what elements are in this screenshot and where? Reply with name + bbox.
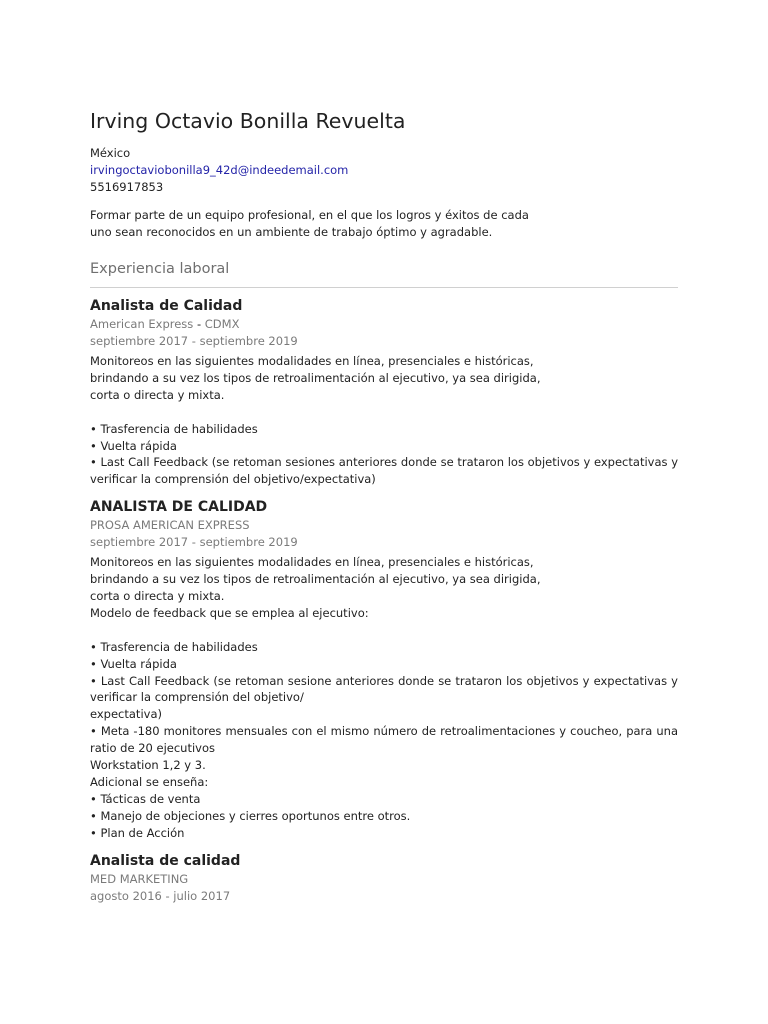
description-line: • Last Call Feedback (se retoman sesiones anteriores donde se trataron los objetivos y expectativas y verificar la comprensión del objetivo/expectativa): [90, 455, 678, 487]
company-separator: -: [193, 317, 205, 331]
description-line: [90, 404, 678, 421]
description-line: • Tácticas de venta: [90, 791, 201, 806]
description-line: Monitoreos en las siguientes modalidades en línea, presenciales e históricas,: [90, 354, 534, 368]
description-line: corta o directa y mixta.: [90, 589, 225, 604]
objective-line: uno sean reconocidos en un ambiente de trabajo óptimo y agradable.: [90, 225, 493, 239]
experience-section-title: Experiencia laboral: [90, 258, 678, 288]
company-name: PROSA AMERICAN EXPRESS: [90, 518, 250, 533]
candidate-name: Irving Octavio Bonilla Revuelta: [90, 109, 406, 133]
description-line: expectativa): [90, 707, 162, 722]
job-dates: septiembre 2017 - septiembre 2019: [90, 535, 298, 550]
job-entry: [90, 851, 678, 905]
job-dates: agosto 2016 - julio 2017: [90, 888, 231, 903]
job-entry: [90, 497, 678, 841]
job-title: Analista de calidad: [90, 852, 241, 869]
company-name: MED MARKETING: [90, 871, 189, 886]
description-line: Modelo de feedback que se emplea al ejecutivo:: [90, 605, 369, 620]
job-company: [90, 316, 678, 332]
objective-line: Formar parte de un equipo profesional, en el que los logros y éxitos de cada: [90, 208, 529, 222]
job-title: ANALISTA DE CALIDAD: [90, 499, 268, 516]
description-line: • Trasferencia de habilidades: [90, 639, 258, 654]
contact-info: [90, 145, 678, 196]
description-line: • Vuelta rápida: [90, 438, 177, 453]
job-entry: [90, 296, 678, 488]
description-line: Monitoreos en las siguientes modalidades en línea, presenciales e históricas,: [90, 555, 534, 570]
resume-content: [90, 106, 678, 905]
job-title: Analista de Calidad: [90, 298, 243, 314]
job-dates: septiembre 2017 - septiembre 2019: [90, 334, 298, 348]
location-text: México: [90, 146, 131, 160]
description-line: Adicional se enseña:: [90, 775, 209, 789]
description-line: • Vuelta rápida: [90, 656, 177, 671]
description-line: [90, 622, 678, 639]
description-line: • Last Call Feedback (se retoman sesione anteriores donde se trataron los objetivos y expectativas y verificar la comprensión del objetivo/: [90, 673, 678, 705]
job-company: [90, 871, 678, 887]
company-location: CDMX: [204, 317, 240, 331]
company-name: American Express: [90, 317, 194, 331]
email-link[interactable]: irvingoctaviobonilla9_42d@indeedemail.com: [90, 163, 349, 177]
description-line: • Plan de Acción: [90, 825, 185, 840]
phone-text: 5516917853: [90, 180, 164, 194]
job-company: [90, 517, 678, 533]
description-line: • Meta -180 monitores mensuales con el mismo número de retroalimentaciones y coucheo, para una ratio de 20 ejecutivos: [90, 724, 678, 756]
description-line: • Trasferencia de habilidades: [90, 421, 258, 436]
experience-list: [90, 296, 678, 905]
description-line: brindando a su vez los tipos de retroalimentación al ejecutivo, ya sea dirigida,: [90, 370, 541, 385]
description-line: corta o directa y mixta.: [90, 387, 225, 402]
description-line: • Manejo de objeciones y cierres oportunos entre otros.: [90, 808, 411, 823]
objective-text: [90, 207, 678, 241]
description-line: Workstation 1,2 y 3.: [90, 758, 206, 773]
job-description: [90, 554, 678, 841]
job-description: [90, 353, 678, 488]
description-line: brindando a su vez los tipos de retroalimentación al ejecutivo, ya sea dirigida,: [90, 572, 541, 587]
